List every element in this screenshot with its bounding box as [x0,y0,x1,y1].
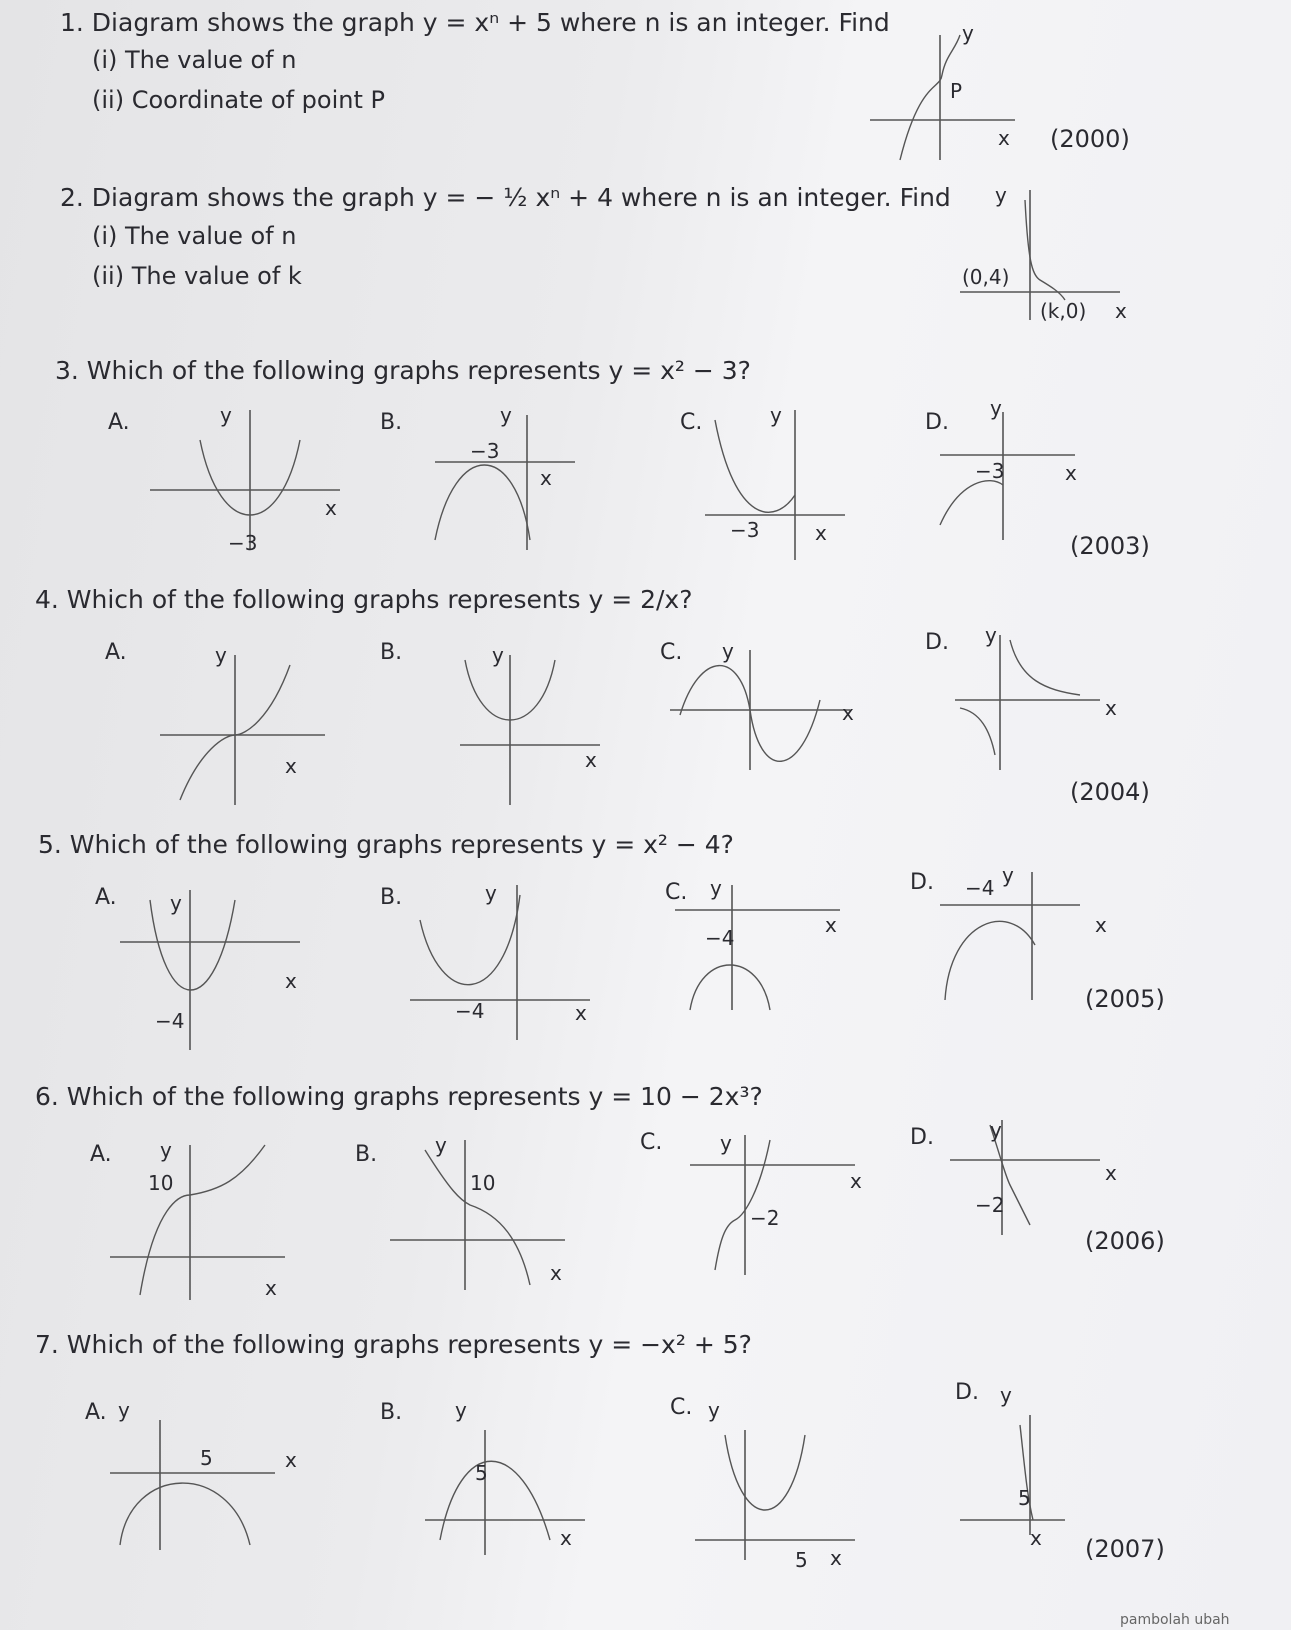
q7c-x-label: x [830,1546,842,1570]
q7b-x-label: x [560,1526,572,1550]
q5-option-a-label[interactable]: A. [95,885,117,910]
q5-option-b-graph[interactable] [405,870,605,1045]
q5-option-a-graph[interactable] [120,880,310,1055]
q6-stem: 6. Which of the following graphs represents y = 10 − 2x³? [35,1082,763,1111]
q3d-curve [940,481,1003,525]
q5-option-d-graph[interactable] [940,860,1120,1010]
q5a-x-label: x [285,969,297,993]
q6c-y-label: y [720,1131,732,1155]
q6b-value: 10 [470,1171,496,1195]
q4a-x-label: x [285,754,297,778]
q2-y-label: y [995,183,1007,207]
q3-year: (2003) [1070,532,1150,560]
q5-option-c-graph[interactable] [670,870,860,1020]
q3-option-a-label[interactable]: A. [108,410,130,435]
q3c-x-label: x [815,521,827,545]
q3d-value: −3 [975,459,1005,483]
q3-stem: 3. Which of the following graphs represents y = x² − 3? [55,356,751,385]
q5c-x-label: x [825,913,837,937]
q2-graph [940,180,1140,330]
q6-option-c-graph[interactable] [690,1130,870,1280]
q6-option-d-graph[interactable] [950,1115,1120,1245]
q6a-curve [140,1145,265,1295]
q6c-value: −2 [750,1206,780,1230]
q6-year: (2006) [1085,1227,1165,1255]
q7d-y-label: y [1000,1383,1012,1407]
q4d-curve-lower [960,708,995,755]
q7-option-c-label[interactable]: C. [670,1395,693,1420]
q6-option-c-label[interactable]: C. [640,1130,663,1155]
q2-stem: 2. Diagram shows the graph y = − ½ xⁿ + 4 where n is an integer. Find [60,183,951,212]
q1-graph [860,20,1030,165]
q5b-x-label: x [575,1001,587,1025]
q1-year: (2000) [1050,125,1130,153]
q7-option-c-graph[interactable] [690,1395,870,1570]
q2-x-label: x [1115,299,1127,323]
q1-x-label: x [998,126,1010,150]
q4b-y-label: y [492,643,504,667]
q1-stem: 1. Diagram shows the graph y = xⁿ + 5 where n is an integer. Find [60,8,890,37]
q6b-x-label: x [550,1261,562,1285]
q6-option-d-label[interactable]: D. [910,1125,934,1150]
q7-option-a-label[interactable]: A. [85,1400,107,1425]
q7a-value: 5 [200,1446,213,1470]
q7b-y-label: y [455,1398,467,1422]
q3-option-b-label[interactable]: B. [380,410,403,435]
q5d-curve [945,921,1035,1000]
q6-option-b-label[interactable]: B. [355,1142,378,1167]
q5b-curve [420,895,520,985]
q3-option-c-graph[interactable] [695,400,855,565]
q7-option-a-graph[interactable] [110,1395,310,1555]
q4-option-b-graph[interactable] [440,640,610,815]
q3c-y-label: y [770,403,782,427]
q2-part-i: (i) The value of n [92,222,297,250]
q2-part-ii: (ii) The value of k [92,262,302,290]
q2-curve [1025,200,1065,300]
q6-option-a-graph[interactable] [110,1135,300,1305]
q5a-y-label: y [170,891,182,915]
q2-point-0-4: (0,4) [962,265,1010,289]
q4-option-c-graph[interactable] [670,640,870,800]
q7-option-d-label[interactable]: D. [955,1380,979,1405]
q4d-curve-upper [1010,640,1080,695]
q7d-x-label: x [1030,1526,1042,1550]
q3-option-c-label[interactable]: C. [680,410,703,435]
q5a-value: −4 [155,1009,185,1033]
q7c-value: 5 [795,1548,808,1572]
q1-y-label: y [962,21,974,45]
q5c-y-label: y [710,876,722,900]
q3c-value: −3 [730,518,760,542]
q3c-curve [715,420,795,512]
q7-stem: 7. Which of the following graphs represents y = −x² + 5? [35,1330,752,1359]
q3-option-b-graph[interactable] [415,400,595,560]
q7a-y-label: y [118,1398,130,1422]
q4c-y-label: y [722,639,734,663]
q3b-curve [435,465,530,540]
q6d-x-label: x [1105,1161,1117,1185]
q7-year: (2007) [1085,1535,1165,1563]
q7b-value: 5 [475,1461,488,1485]
q5-option-d-label[interactable]: D. [910,870,934,895]
q5-stem: 5. Which of the following graphs represents y = x² − 4? [38,830,734,859]
q6d-y-label: y [990,1118,1002,1142]
q4-option-d-graph[interactable] [950,620,1125,770]
q5-option-b-label[interactable]: B. [380,885,403,910]
q6c-x-label: x [850,1169,862,1193]
q4-option-c-label[interactable]: C. [660,640,683,665]
q4a-y-label: y [215,643,227,667]
q5d-value: −4 [965,876,995,900]
q6b-y-label: y [435,1133,447,1157]
q4-year: (2004) [1070,778,1150,806]
q3d-x-label: x [1065,461,1077,485]
q3b-y-label: y [500,403,512,427]
q7-option-b-graph[interactable] [420,1395,600,1560]
q7a-curve [120,1483,250,1545]
q4c-x-label: x [842,701,854,725]
q1-part-i: (i) The value of n [92,46,297,74]
q5d-y-label: y [1002,863,1014,887]
q4-option-b-label[interactable]: B. [380,640,403,665]
q6a-y-label: y [160,1138,172,1162]
q6a-x-label: x [265,1276,277,1300]
q3b-value: −3 [470,439,500,463]
q5c-value: −4 [705,926,735,950]
q3a-y-label: y [220,403,232,427]
q5b-y-label: y [485,881,497,905]
q4d-x-label: x [1105,696,1117,720]
q3d-y-label: y [990,396,1002,420]
q7c-y-label: y [708,1398,720,1422]
q7d-value: 5 [1018,1486,1031,1510]
q3b-x-label: x [540,466,552,490]
q5-year: (2005) [1085,985,1165,1013]
q3-option-d-label[interactable]: D. [925,410,949,435]
q5c-curve [690,965,770,1010]
q5a-curve [150,900,235,990]
q7b-curve [440,1461,550,1540]
q4b-x-label: x [585,748,597,772]
q4-option-a-graph[interactable] [155,640,335,810]
q7a-x-label: x [285,1448,297,1472]
q4d-y-label: y [985,623,997,647]
q7c-curve [725,1435,805,1510]
q3a-x-label: x [325,496,337,520]
q2-point-k-0: (k,0) [1040,299,1087,323]
q6d-value: −2 [975,1193,1005,1217]
footer-text: pambolah ubah [1120,1612,1230,1628]
q5-option-c-label[interactable]: C. [665,880,688,905]
q7-option-b-label[interactable]: B. [380,1400,403,1425]
q6-option-b-graph[interactable] [390,1130,580,1300]
q1-part-ii: (ii) Coordinate of point P [92,86,385,114]
q1-point-label: P [950,79,963,103]
q4-option-a-label[interactable]: A. [105,640,127,665]
q5b-value: −4 [455,999,485,1023]
q6a-value: 10 [148,1171,174,1195]
q6-option-a-label[interactable]: A. [90,1142,112,1167]
q7-option-d-graph[interactable] [955,1380,1085,1550]
q3-option-a-graph[interactable] [140,400,350,560]
q4-stem: 4. Which of the following graphs represents y = 2/x? [35,585,693,614]
q3a-value: −3 [228,531,258,555]
q6c-curve [715,1140,770,1270]
q5d-x-label: x [1095,913,1107,937]
q4-option-d-label[interactable]: D. [925,630,949,655]
q3-option-d-graph[interactable] [935,396,1095,550]
